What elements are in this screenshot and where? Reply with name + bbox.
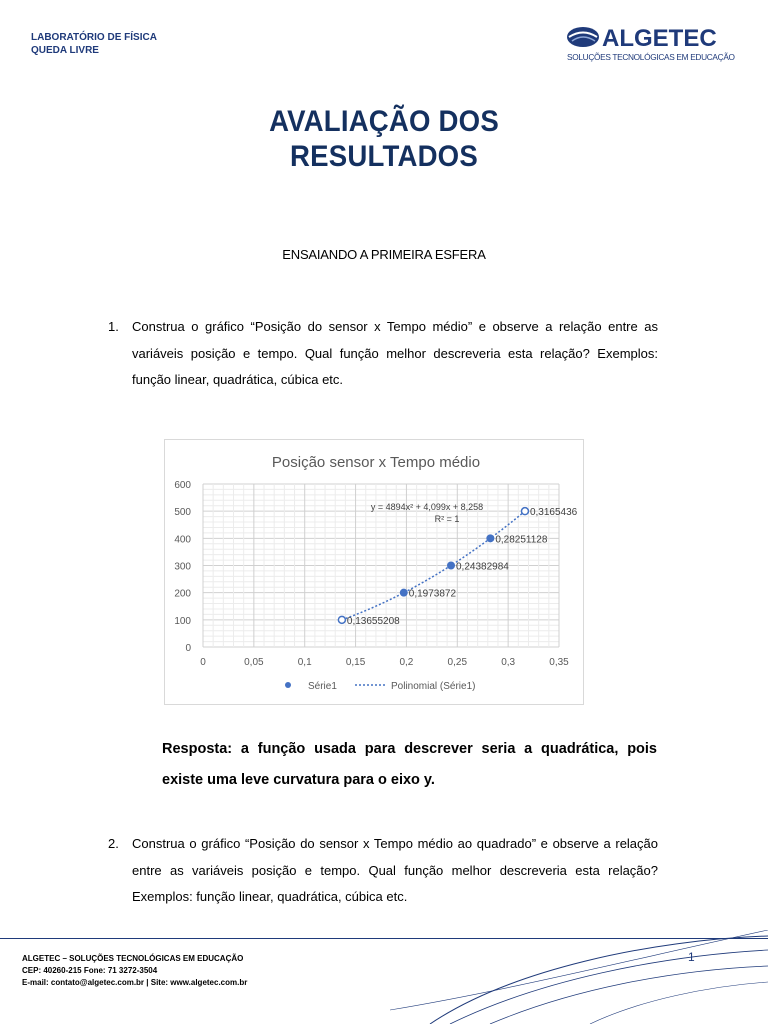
data-point-label: 0,1973872 xyxy=(408,588,457,600)
question-1-text: Construa o gráfico “Posição do sensor x Tempo médio” e observe a relação entre as variáveis posição e tempo. Qual função melhor descreveria esta relação? Exemplos: função linear, quadrática, cúbica etc. xyxy=(132,319,658,387)
y-tick-label: 0 xyxy=(185,643,191,654)
data-point xyxy=(487,535,494,542)
page-number: 1 xyxy=(688,950,695,964)
y-tick-label: 200 xyxy=(174,588,191,600)
y-tick-label: 300 xyxy=(174,561,191,573)
answer-text: Resposta: a função usada para descrever seria a quadrática, pois existe uma leve curvatura para o eixo y. xyxy=(162,741,657,788)
question-1-number: 1. xyxy=(108,319,119,334)
trendline-r2: R² = 1 xyxy=(434,514,460,524)
header-line-2: QUEDA LIVRE xyxy=(31,45,99,56)
page-title xyxy=(31,104,738,174)
data-point-label: 0,13655208 xyxy=(346,615,400,627)
x-tick-label: 0,05 xyxy=(244,657,264,668)
data-point xyxy=(400,589,407,596)
header-lab-title xyxy=(31,31,157,57)
footer-cep-phone: CEP: 40260-215 Fone: 71 3272-3504 xyxy=(22,966,158,975)
question-2 xyxy=(108,831,658,911)
x-tick-label: 0,25 xyxy=(447,657,468,668)
x-tick-label: 0,35 xyxy=(549,657,569,668)
question-1 xyxy=(108,314,658,394)
x-tick-label: 0 xyxy=(200,657,206,668)
chart-title: Posição sensor x Tempo médio xyxy=(271,454,481,471)
header-line-1: LABORATÓRIO DE FÍSICA xyxy=(31,32,157,43)
legend-marker-series1 xyxy=(285,682,291,688)
legend-label-trendline: Polinomial (Série1) xyxy=(391,681,476,692)
section-subtitle: ENSAIANDO A PRIMEIRA ESFERA xyxy=(282,247,486,262)
data-point-label: 0,24382984 xyxy=(456,561,509,573)
y-tick-label: 100 xyxy=(174,615,191,627)
logo-text: ALGETEC xyxy=(602,25,717,52)
x-tick-label: 0,1 xyxy=(297,657,312,668)
footer-contact xyxy=(22,953,247,989)
data-point xyxy=(338,616,345,623)
position-time-chart xyxy=(165,440,583,704)
y-tick-label: 500 xyxy=(174,507,191,519)
footer-email-site: E-mail: contato@algetec.com.br | Site: www.algetec.com.br xyxy=(22,978,248,987)
footer-company: ALGETEC – SOLUÇÕES TECNOLÓGICAS EM EDUCAÇÃO xyxy=(22,954,244,963)
x-tick-label: 0,15 xyxy=(345,657,366,668)
y-tick-label: 400 xyxy=(174,534,191,546)
data-point xyxy=(521,508,528,515)
page-title-line-2: RESULTADOS xyxy=(290,140,478,173)
question-2-text: Construa o gráfico “Posição do sensor x Tempo médio ao quadrado” e observe a relação entre as variáveis posição e tempo. Qual função melhor descreveria esta relação? Exemplos: função linear, quadrática, cúbica etc. xyxy=(132,836,658,904)
algetec-logo xyxy=(566,24,736,64)
data-point xyxy=(448,562,455,569)
logo-subtext: SOLUÇÕES TECNOLÓGICAS EM EDUCAÇÃO xyxy=(567,52,735,62)
question-2-number: 2. xyxy=(108,836,119,851)
legend-label-series1: Série1 xyxy=(308,681,337,692)
x-tick-label: 0,2 xyxy=(399,657,414,668)
data-point-label: 0,3165436 xyxy=(529,507,578,519)
chart-container xyxy=(164,439,584,705)
y-tick-label: 600 xyxy=(174,480,191,491)
chart-legend xyxy=(285,681,475,692)
trendline-equation: y = 4894x² + 4,099x + 8,258 xyxy=(370,502,484,512)
footer-swoosh-decoration xyxy=(390,930,768,1024)
page-title-line-1: AVALIAÇÃO DOS xyxy=(269,105,499,138)
data-point-label: 0,28251128 xyxy=(495,534,548,546)
x-tick-label: 0,3 xyxy=(501,657,516,668)
